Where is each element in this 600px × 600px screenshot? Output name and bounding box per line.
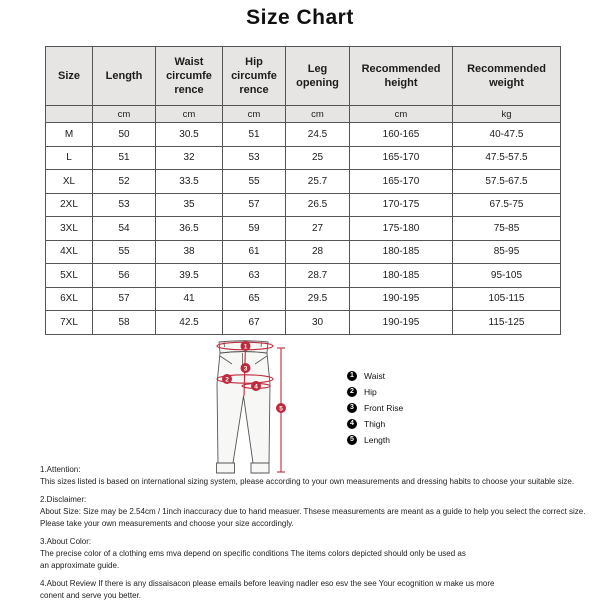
- note-line: 1.Attention:: [40, 465, 81, 474]
- value-cell: 63: [223, 264, 286, 288]
- page-title: Size Chart: [246, 6, 354, 29]
- value-cell: 67: [223, 311, 286, 335]
- value-cell: 180-185: [350, 264, 453, 288]
- value-cell: 57: [93, 287, 156, 311]
- value-cell: 40-47.5: [453, 123, 561, 147]
- unit-cell: cm: [93, 106, 156, 123]
- value-cell: 55: [223, 170, 286, 194]
- value-cell: 32: [156, 146, 223, 170]
- note-paragraph: [40, 578, 596, 600]
- value-cell: 55: [93, 240, 156, 264]
- value-cell: 39.5: [156, 264, 223, 288]
- legend-number-badge: 4: [347, 419, 357, 429]
- value-cell: 33.5: [156, 170, 223, 194]
- value-cell: 26.5: [286, 193, 350, 217]
- table-row: [46, 170, 561, 194]
- legend-label: Thigh: [364, 419, 386, 429]
- note-line: Please take your own measurements and choose your size accordingly.: [40, 519, 294, 528]
- size-chart-table: [45, 46, 561, 335]
- value-cell: 25: [286, 146, 350, 170]
- legend-number-badge: 3: [347, 403, 357, 413]
- legend-number-badge: 1: [347, 371, 357, 381]
- note-line: 2.Disclaimer:: [40, 495, 87, 504]
- legend-item-hip: [347, 387, 403, 397]
- value-cell: 52: [93, 170, 156, 194]
- value-cell: 47.5-57.5: [453, 146, 561, 170]
- size-cell: 4XL: [46, 240, 93, 264]
- value-cell: 51: [93, 146, 156, 170]
- note-line: This sizes listed is based on international sizing system, please according to your own measurements and dressing habits to choose your suitable size.: [40, 477, 575, 486]
- value-cell: 42.5: [156, 311, 223, 335]
- size-cell: 3XL: [46, 217, 93, 241]
- value-cell: 53: [223, 146, 286, 170]
- callout-4: 4: [254, 383, 258, 391]
- column-header: Recommended weight: [453, 47, 561, 106]
- note-line: conent and serve you better.: [40, 591, 141, 600]
- value-cell: 35: [156, 193, 223, 217]
- column-header: Leg opening: [286, 47, 350, 106]
- value-cell: 115-125: [453, 311, 561, 335]
- unit-cell: cm: [286, 106, 350, 123]
- callout-5: 5: [279, 405, 283, 413]
- value-cell: 190-195: [350, 287, 453, 311]
- note-paragraph: [40, 464, 596, 488]
- value-cell: 53: [93, 193, 156, 217]
- legend-item-thigh: [347, 419, 403, 429]
- note-line: 4.About Review If there is any dissaisacon please emails before leaving nadler eso esv the see Your ecognition w make us more: [40, 579, 495, 588]
- column-header: Hip circumfe rence: [223, 47, 286, 106]
- value-cell: 28.7: [286, 264, 350, 288]
- value-cell: 54: [93, 217, 156, 241]
- value-cell: 58: [93, 311, 156, 335]
- pants-outline: [217, 341, 271, 473]
- size-cell: 6XL: [46, 287, 93, 311]
- value-cell: 190-195: [350, 311, 453, 335]
- measurement-legend: [347, 371, 403, 451]
- column-header: Waist circumfe rence: [156, 47, 223, 106]
- table-units-row: [46, 106, 561, 123]
- unit-cell: kg: [453, 106, 561, 123]
- table-header-row: [46, 47, 561, 106]
- table-body: [46, 123, 561, 335]
- value-cell: 95-105: [453, 264, 561, 288]
- value-cell: 28: [286, 240, 350, 264]
- value-cell: 59: [223, 217, 286, 241]
- table-row: [46, 287, 561, 311]
- value-cell: 30: [286, 311, 350, 335]
- value-cell: 180-185: [350, 240, 453, 264]
- column-header: Recommended height: [350, 47, 453, 106]
- size-cell: 7XL: [46, 311, 93, 335]
- size-cell: XL: [46, 170, 93, 194]
- table-row: [46, 217, 561, 241]
- table-row: [46, 123, 561, 147]
- legend-label: Hip: [364, 387, 377, 397]
- note-line: The precise color of a clothing ems mva depend on specific conditions The items colors depicted should only be used as: [40, 549, 466, 558]
- value-cell: 38: [156, 240, 223, 264]
- value-cell: 160-165: [350, 123, 453, 147]
- table-row: [46, 311, 561, 335]
- value-cell: 27: [286, 217, 350, 241]
- legend-item-front-rise: [347, 403, 403, 413]
- table-row: [46, 146, 561, 170]
- legend-item-length: [347, 435, 403, 445]
- value-cell: 61: [223, 240, 286, 264]
- notes-section: [40, 464, 596, 600]
- unit-cell: cm: [223, 106, 286, 123]
- value-cell: 170-175: [350, 193, 453, 217]
- value-cell: 57: [223, 193, 286, 217]
- value-cell: 24.5: [286, 123, 350, 147]
- value-cell: 57.5-67.5: [453, 170, 561, 194]
- legend-number-badge: 5: [347, 435, 357, 445]
- value-cell: 56: [93, 264, 156, 288]
- legend-item-waist: [347, 371, 403, 381]
- value-cell: 36.5: [156, 217, 223, 241]
- value-cell: 75-85: [453, 217, 561, 241]
- size-cell: L: [46, 146, 93, 170]
- unit-cell: cm: [156, 106, 223, 123]
- callout-3: 3: [243, 365, 248, 373]
- legend-number-badge: 2: [347, 387, 357, 397]
- value-cell: 85-95: [453, 240, 561, 264]
- note-paragraph: [40, 494, 596, 530]
- value-cell: 25.7: [286, 170, 350, 194]
- table-row: [46, 240, 561, 264]
- value-cell: 51: [223, 123, 286, 147]
- callout-2: 2: [225, 376, 229, 384]
- value-cell: 165-170: [350, 170, 453, 194]
- size-cell: M: [46, 123, 93, 147]
- callout-1: 1: [243, 343, 248, 351]
- table-row: [46, 264, 561, 288]
- size-cell: 5XL: [46, 264, 93, 288]
- column-header: Length: [93, 47, 156, 106]
- table-row: [46, 193, 561, 217]
- note-paragraph: [40, 536, 596, 572]
- value-cell: 105-115: [453, 287, 561, 311]
- value-cell: 67.5-75: [453, 193, 561, 217]
- note-line: 3.About Color:: [40, 537, 92, 546]
- legend-label: Length: [364, 435, 390, 445]
- legend-label: Waist: [364, 371, 385, 381]
- value-cell: 65: [223, 287, 286, 311]
- value-cell: 41: [156, 287, 223, 311]
- note-line: an approximate guide.: [40, 561, 120, 570]
- legend-label: Front Rise: [364, 403, 404, 413]
- unit-cell: [46, 106, 93, 123]
- value-cell: 50: [93, 123, 156, 147]
- value-cell: 29.5: [286, 287, 350, 311]
- value-cell: 165-170: [350, 146, 453, 170]
- value-cell: 30.5: [156, 123, 223, 147]
- note-line: About Size: Size may be 2.54cm / 1inch inaccuracy due to hand measuer. Thsese measurements are meant as a guide to help you select the correct size.: [40, 507, 586, 516]
- unit-cell: cm: [350, 106, 453, 123]
- pants-diagram: [195, 336, 365, 476]
- size-cell: 2XL: [46, 193, 93, 217]
- value-cell: 175-180: [350, 217, 453, 241]
- column-header: Size: [46, 47, 93, 106]
